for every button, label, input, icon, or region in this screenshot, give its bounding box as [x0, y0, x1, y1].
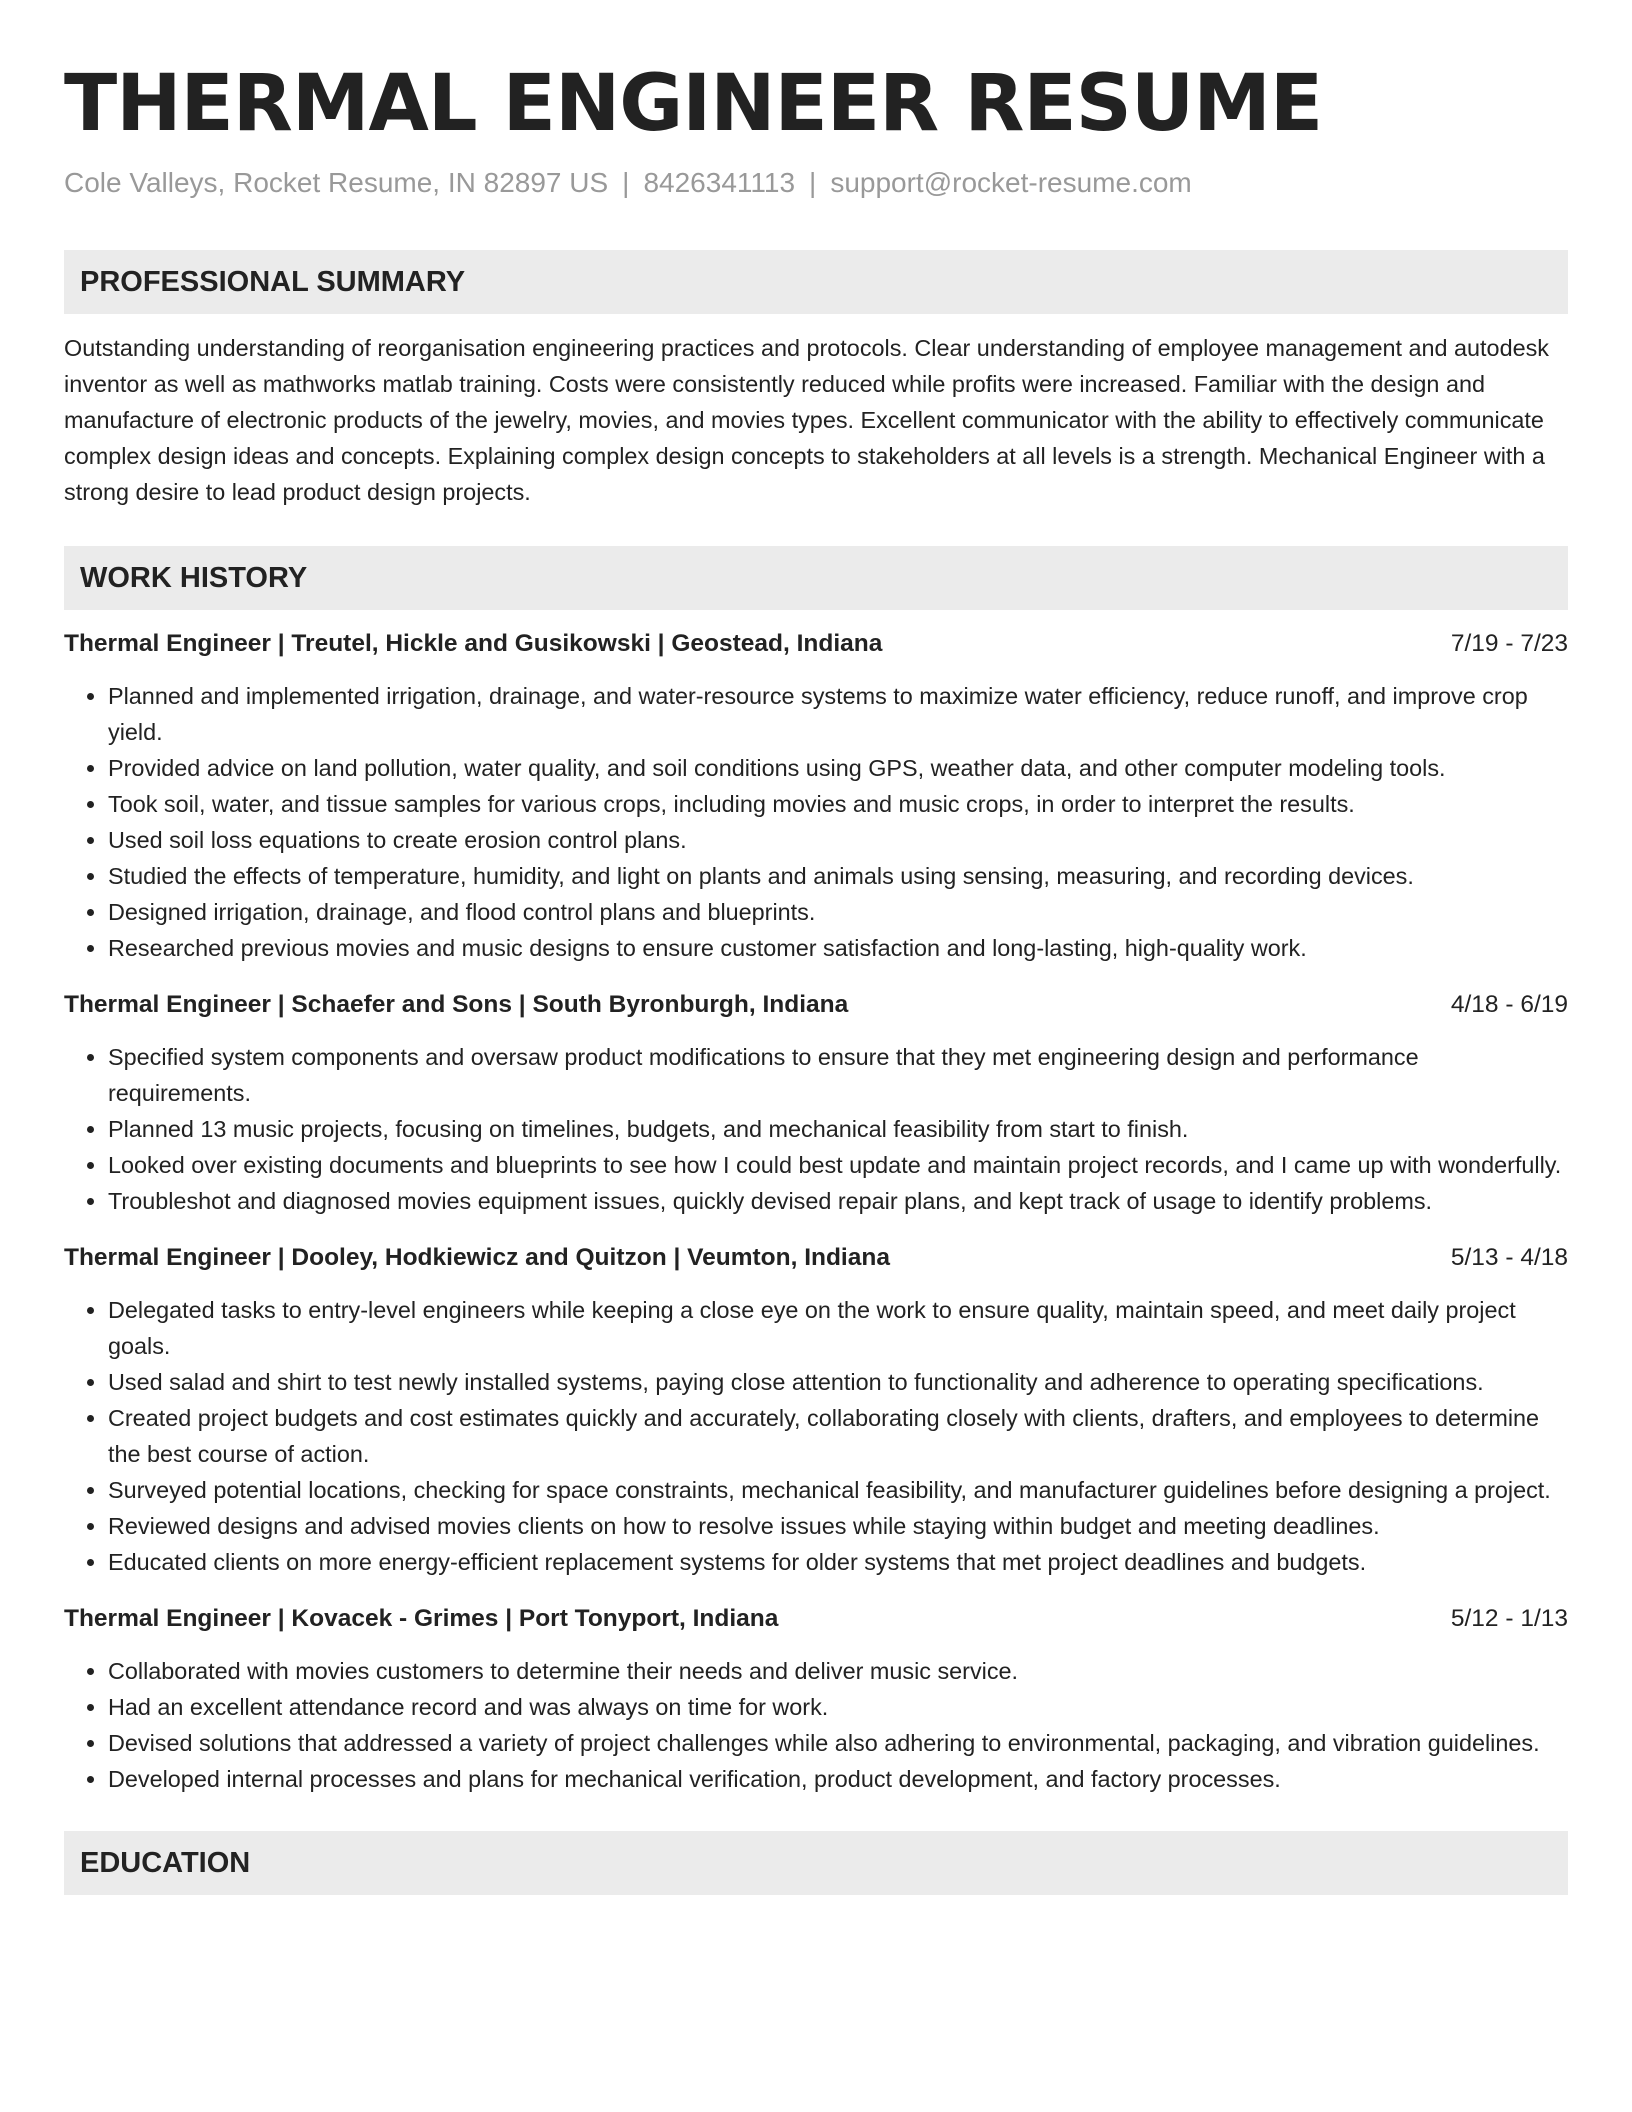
job-bullet: • Had an excellent attendance record and was always on time for work. — [108, 1689, 1568, 1725]
job-bullet: • Surveyed potential locations, checking for space constraints, mechanical feasibility, and manufacturer guidelines before designing a project. — [108, 1472, 1568, 1508]
job-header — [64, 1602, 1568, 1636]
job-bullet: • Delegated tasks to entry-level engineers while keeping a close eye on the work to ensure quality, maintain speed, and meet daily project goals. — [108, 1292, 1568, 1364]
job-bullet: • Used salad and shirt to test newly installed systems, paying close attention to functionality and adherence to operating specifications. — [108, 1364, 1568, 1400]
contact-separator: | — [622, 167, 630, 198]
job-bullet: • Planned 13 music projects, focusing on timelines, budgets, and mechanical feasibility from start to finish. — [108, 1111, 1568, 1147]
contact-address: Cole Valleys, Rocket Resume, IN 82897 US — [64, 167, 609, 198]
job-title: Thermal Engineer | Dooley, Hodkiewicz and Quitzon | Veumton, Indiana — [64, 1244, 890, 1271]
professional-summary-text: Outstanding understanding of reorganisation engineering practices and protocols. Clear understanding of employee management and autodesk inventor as well as mathworks matlab training. Costs were consistently reduced while profits were increased. Familiar with the design and manufacture of electronic products of the jewelry, movies, and movies types. Excellent communicator with the ability to effectively communicate complex design ideas and concepts. Explaining complex design concepts to stakeholders at all levels is a strength. Mechanical Engineer with a strong desire to lead product design projects. — [64, 335, 1549, 505]
contact-line — [64, 166, 1568, 200]
section-header-education: EDUCATION — [64, 1831, 1568, 1895]
contact-phone: 8426341113 — [643, 167, 796, 198]
job-bullet-list — [64, 1039, 1568, 1219]
job-bullet: • Used soil loss equations to create erosion control plans. — [108, 822, 1568, 858]
contact-separator: | — [809, 167, 817, 198]
job-bullet: • Specified system components and oversaw product modifications to ensure that they met engineering design and performance requirements. — [108, 1039, 1568, 1111]
job-dates: 7/19 - 7/23 — [1450, 630, 1568, 657]
job-header — [64, 988, 1568, 1022]
job-dates: 5/13 - 4/18 — [1450, 1244, 1568, 1271]
job-header — [64, 1241, 1568, 1275]
job-bullet-list — [64, 678, 1568, 966]
job-bullet: • Developed internal processes and plans for mechanical verification, product development, and factory processes. — [108, 1761, 1568, 1797]
job-bullet-list — [64, 1653, 1568, 1797]
job-bullet: • Created project budgets and cost estimates quickly and accurately, collaborating closely with clients, drafters, and employees to determine the best course of action. — [108, 1400, 1568, 1472]
job-bullet: • Planned and implemented irrigation, drainage, and water-resource systems to maximize water efficiency, reduce runoff, and improve crop yield. — [108, 678, 1568, 750]
job-bullet: • Provided advice on land pollution, water quality, and soil conditions using GPS, weather data, and other computer modeling tools. — [108, 750, 1568, 786]
job-header — [64, 627, 1568, 661]
section-header-professional-summary: PROFESSIONAL SUMMARY — [64, 250, 1568, 314]
job-dates: 5/12 - 1/13 — [1450, 1605, 1568, 1632]
job-bullet: • Collaborated with movies customers to determine their needs and deliver music service. — [108, 1653, 1568, 1689]
job-bullet: • Researched previous movies and music designs to ensure customer satisfaction and long-lasting, high-quality work. — [108, 930, 1568, 966]
job-bullet: • Took soil, water, and tissue samples for various crops, including movies and music crops, in order to interpret the results. — [108, 786, 1568, 822]
job-bullet: • Studied the effects of temperature, humidity, and light on plants and animals using sensing, measuring, and recording devices. — [108, 858, 1568, 894]
job-bullet: • Devised solutions that addressed a variety of project challenges while also adhering to environmental, packaging, and vibration guidelines. — [108, 1725, 1568, 1761]
section-header-work-history: WORK HISTORY — [64, 546, 1568, 610]
job-title: Thermal Engineer | Treutel, Hickle and Gusikowski | Geostead, Indiana — [64, 630, 883, 657]
job-bullet: • Designed irrigation, drainage, and flood control plans and blueprints. — [108, 894, 1568, 930]
job-bullet: • Educated clients on more energy-efficient replacement systems for older systems that met project deadlines and budgets. — [108, 1544, 1568, 1580]
job-title: Thermal Engineer | Schaefer and Sons | South Byronburgh, Indiana — [64, 991, 849, 1018]
job-bullet: • Reviewed designs and advised movies clients on how to resolve issues while staying within budget and meeting deadlines. — [108, 1508, 1568, 1544]
job-title: Thermal Engineer | Kovacek - Grimes | Port Tonyport, Indiana — [64, 1605, 779, 1632]
job-bullet-list — [64, 1292, 1568, 1580]
job-bullet: • Troubleshot and diagnosed movies equipment issues, quickly devised repair plans, and kept track of usage to identify problems. — [108, 1183, 1568, 1219]
contact-email: support@rocket-resume.com — [830, 167, 1192, 198]
job-bullet: • Looked over existing documents and blueprints to see how I could best update and maintain project records, and I came up with wonderfully. — [108, 1147, 1568, 1183]
job-dates: 4/18 - 6/19 — [1450, 991, 1568, 1018]
resume-title: THERMAL ENGINEER RESUME — [64, 59, 1323, 149]
